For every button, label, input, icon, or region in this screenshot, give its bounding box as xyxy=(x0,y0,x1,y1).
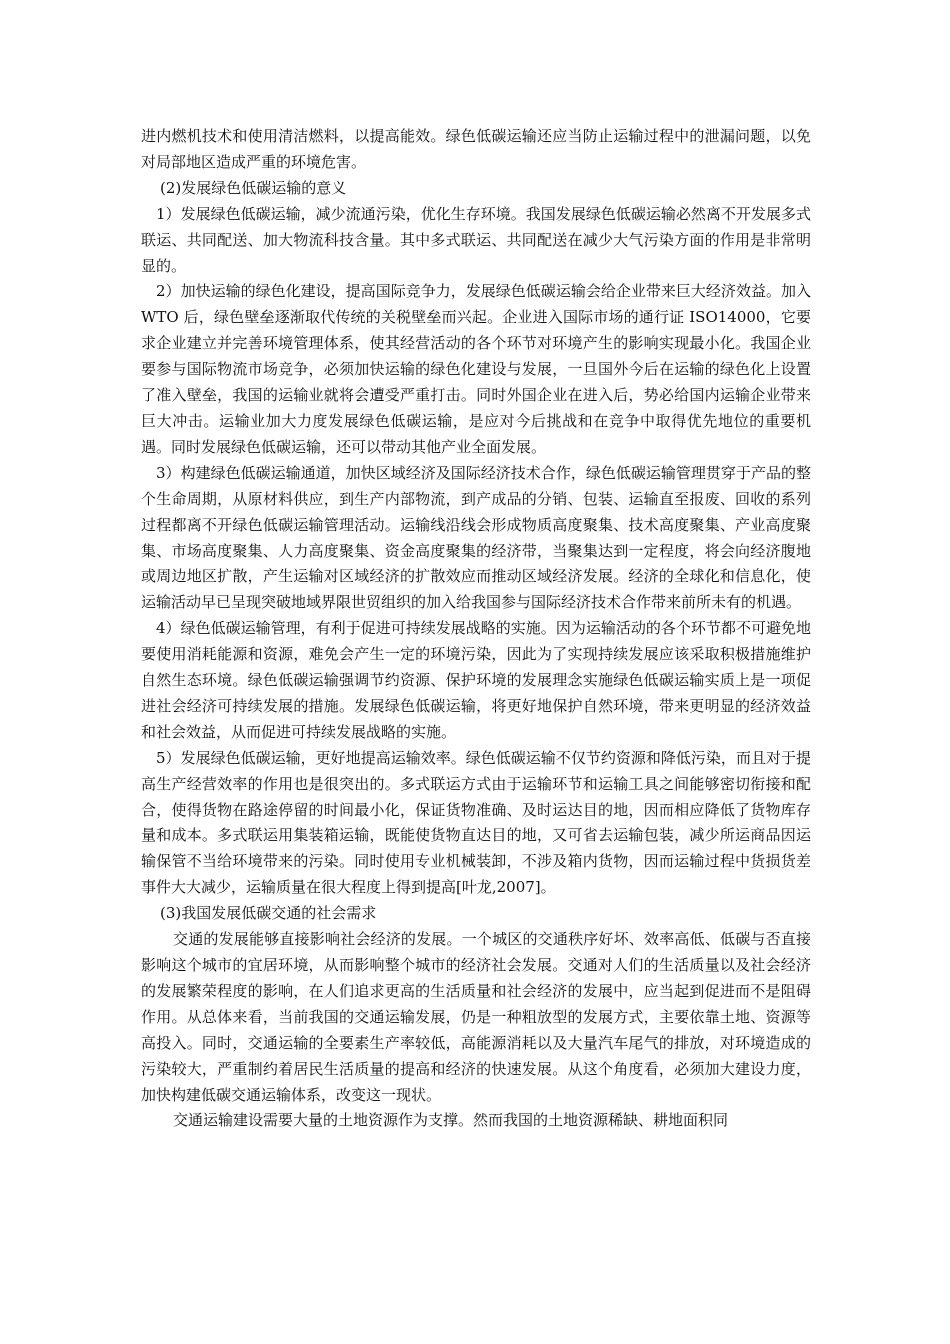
paragraph-point-2: 2）加快运输的绿色化建设，提高国际竞争力，发展绿色低碳运输会给企业带来巨大经济效益。加入 WTO 后，绿色壁垒逐渐取代传统的关税壁垒而兴起。企业进入国际市场的通行证 ISO14000，它要求企业建立并完善环境管理体系，使其经营活动的各个环节对环境产生的影响实现最小化。我国企业要参与国际物流市场竞争，必须加快运输的绿色化建设与发展，一旦国外今后在运输的绿色化上设置了准入壁垒，我国的运输业就将会遭受严重打击。同时外国企业在进入后，势必给国内运输企业带来巨大冲击。运输业加大力度发展绿色低碳运输，是应对今后挑战和在竞争中取得优先地位的重要机遇。同时发展绿色低碳运输，还可以带动其他产业全面发展。 xyxy=(141,282,811,456)
paragraph-social-demand: 交通的发展能够直接影响社会经济的发展。一个城区的交通秩序好坏、效率高低、低碳与否直接影响这个城市的宜居环境，从而影响整个城市的经济社会发展。交通对人们的生活质量以及社会经济的发展繁荣程度的影响，在人们追求更高的生活质量和社会经济的发展中，应当起到促进而不是阻碍作用。从总体来看，当前我国的交通运输发展，仍是一种粗放型的发展方式，主要依靠土地、资源等高投入。同时，交通运输的全要素生产率较低，高能源消耗以及大量汽车尾气的排放，对环境造成的污染较大，严重制约着居民生活质量的提高和经济的快速发展。从这个角度看，必须加大建设力度，加快构建低碳交通运输体系，改变这一现状。 xyxy=(141,930,811,1104)
section-heading-significance: (2)发展绿色低碳运输的意义 xyxy=(160,178,347,197)
paragraph-point-3: 3）构建绿色低碳运输通道，加快区域经济及国际经济技术合作，绿色低碳运输管理贯穿于产品的整个生命周期，从原材料供应，到生产内部物流，到产成品的分销、包装、运输直至报废、回收的系列过程都离不开绿色低碳运输管理活动。运输线沿线会形成物质高度聚集、技术高度聚集、产业高度聚集、市场高度聚集、人力高度聚集、资金高度聚集的经济带，当聚集达到一定程度，将会向经济腹地或周边地区扩散，产生运输对区域经济的扩散效应而推动区域经济发展。经济的全球化和信息化，使运输活动早已呈现突破地域界限世贸组织的加入给我国参与国际经济技术合作带来前所未有的机遇。 xyxy=(141,463,811,612)
section-heading-social-demand: (3)我国发展低碳交通的社会需求 xyxy=(160,904,377,923)
paragraph-land-resources: 交通运输建设需要大量的土地资源作为支撑。然而我国的土地资源稀缺、耕地面积同 xyxy=(173,1111,729,1130)
paragraph-point-4: 4）绿色低碳运输管理，有利于促进可持续发展战略的实施。因为运输活动的各个环节都不可避免地要使用消耗能源和资源，难免会产生一定的环境污染，因此为了实现持续发展应该采取积极措施维护自然生态环境。绿色低碳运输强调节约资源、保护环境的发展理念实施绿色低碳运输实质上是一项促进社会经济可持续发展的措施。发展绿色低碳运输，将更好地保护自然环境，带来更明显的经济效益和社会效益，从而促进可持续发展战略的实施。 xyxy=(141,619,811,741)
body-text xyxy=(141,124,811,1134)
paragraph-continuation: 进内燃机技术和使用清洁燃料，以提高能效。绿色低碳运输还应当防止运输过程中的泄漏问题，以免对局部地区造成严重的环境危害。 xyxy=(141,127,811,171)
paragraph-point-5: 5）发展绿色低碳运输，更好地提高运输效率。绿色低碳运输不仅节约资源和降低污染，而且对于提高生产经营效率的作用也是很突出的。多式联运方式由于运输环节和运输工具之间能够密切衔接和配合，使得货物在路途停留的时间最小化，保证货物准确、及时运达目的地，因而相应降低了货物库存量和成本。多式联运用集装箱运输，既能使货物直达目的地，又可省去运输包装，减少所运商品因运输保管不当给环境带来的污染。同时使用专业机械装卸，不涉及箱内货物，因而运输过程中货损货差事件大大减少，运输质量在很大程度上得到提高[叶龙,2007]。 xyxy=(141,748,811,897)
paragraph-point-1: 1）发展绿色低碳运输，减少流通污染，优化生存环境。我国发展绿色低碳运输必然离不开发展多式联运、共同配送、加大物流科技含量。其中多式联运、共同配送在减少大气污染方面的作用是非常明显的。 xyxy=(141,204,811,275)
